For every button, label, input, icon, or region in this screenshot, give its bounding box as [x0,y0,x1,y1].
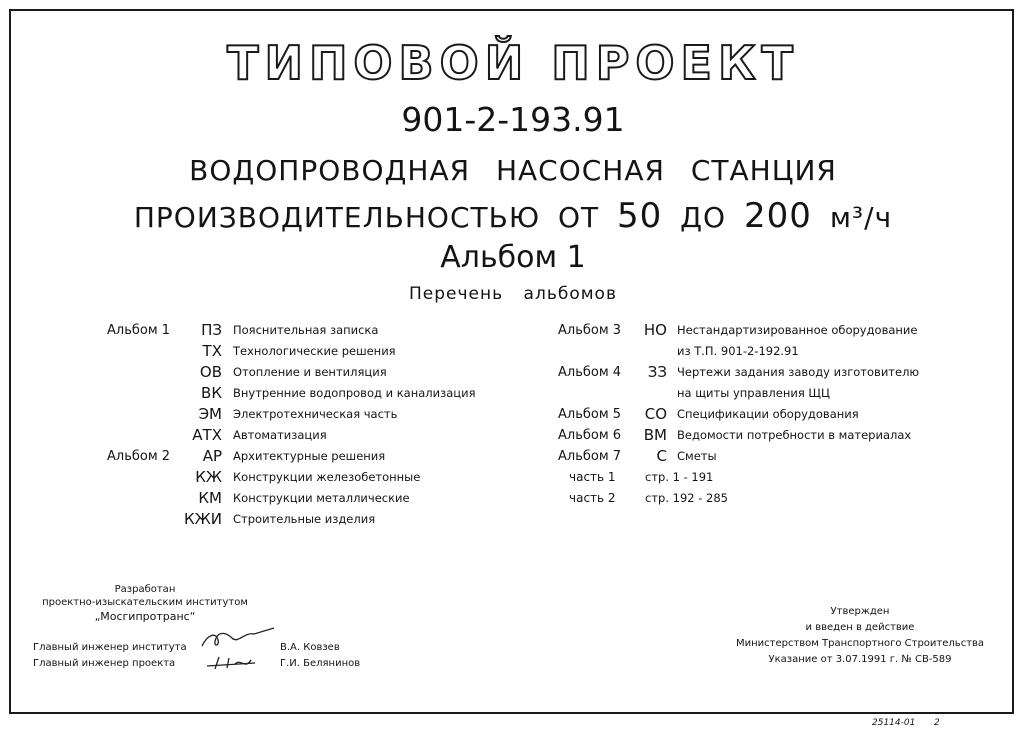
album-label: Альбом 5 [558,407,622,422]
section-description: Внутренние водопровод и канализация [233,386,476,400]
chief-engineer-label: Главный инженер института [33,642,187,653]
chief-engineer-signature-icon [198,626,278,652]
list-item [100,446,490,467]
chief-engineer-name: В.А. Ковзев [280,642,340,653]
album-heading: Альбом 1 [440,240,586,275]
project-number: 901-2-193.91 [401,100,625,139]
list-item [100,341,490,362]
list-item [100,425,490,446]
list-item [555,488,975,509]
section-code: ТХ [202,342,222,360]
section-code: ЭМ [198,405,222,423]
right-album-list [555,320,975,509]
capacity-unit: м³/ч [829,201,893,234]
section-description: Отопление и вентиляция [233,365,387,379]
section-description: Архитектурные решения [233,449,386,463]
sheet-code: 25114-01 [872,718,916,728]
list-item [100,320,490,341]
list-item [555,341,975,362]
capacity-to-word: ДО [680,201,727,234]
section-code: ОВ [199,363,222,381]
capacity-from: 50 [617,196,663,236]
project-engineer-label: Главный инженер проекта [33,658,176,669]
section-code: ПЗ [201,321,222,339]
part-label: часть 2 [569,491,616,505]
part-label: часть 1 [569,470,616,484]
list-item [100,404,490,425]
section-description: Конструкции металлические [233,491,410,505]
section-code: ВМ [643,426,667,444]
list-item [555,446,975,467]
approval-line-1: Утвержден [830,606,890,617]
developer-line-1: Разработан [114,584,176,595]
page-range: стр. 192 - 285 [645,491,728,505]
section-code: АТХ [192,426,222,444]
album-label: Альбом 1 [107,323,171,338]
album-label: Альбом 3 [558,323,622,338]
section-code: ЗЗ [647,363,667,381]
section-description: на щиты управления ЩЦ [677,386,830,400]
list-item [555,404,975,425]
project-engineer-signature-icon [205,654,261,672]
list-item [100,362,490,383]
section-description: из Т.П. 901-2-192.91 [677,344,799,358]
approval-ministry: Министерством Транспортного Строительства [735,638,985,649]
left-album-list [100,320,490,530]
page-range: стр. 1 - 191 [645,470,714,484]
approval-line-2: и введен в действие [805,622,915,633]
section-description: Строительные изделия [233,512,376,526]
album-label: Альбом 7 [558,449,622,464]
section-description: Нестандартизированное оборудование [677,323,918,337]
album-label: Альбом 6 [558,428,622,443]
section-code: КЖИ [183,510,222,528]
project-engineer-name: Г.И. Белянинов [280,658,361,669]
section-description: Спецификации оборудования [677,407,859,421]
list-item [555,383,975,404]
section-code: С [656,447,667,465]
list-item [555,425,975,446]
section-code: КМ [198,489,222,507]
section-description: Чертежи задания заводу изготовителю [677,365,920,379]
developer-institute: „Мосгипротранс“ [94,610,196,623]
section-code: НО [643,321,667,339]
list-item [555,362,975,383]
subtitle-prefix: ПРОИЗВОДИТЕЛЬНОСТЬЮ ОТ [133,201,600,234]
section-description: Технологические решения [233,344,396,358]
list-item [100,383,490,404]
section-description: Конструкции железобетонные [233,470,421,484]
approval-order: Указание от 3.07.1991 г. № СВ-589 [768,654,952,665]
section-description: Ведомости потребности в материалах [677,428,912,442]
section-description: Сметы [677,449,717,463]
section-description: Пояснительная записка [233,323,379,337]
subtitle-line-2 [0,196,1026,236]
section-description: Электротехническая часть [233,407,398,421]
section-code: КЖ [195,468,222,486]
sheet-number: 2 [934,718,940,728]
list-heading: Перечень альбомов [409,284,617,304]
section-code: ВК [201,384,222,402]
list-item [555,320,975,341]
list-item [100,509,490,530]
list-item [555,467,975,488]
list-item [100,488,490,509]
capacity-to: 200 [744,196,812,236]
album-label: Альбом 2 [107,449,171,464]
developer-line-2: проектно-изыскательским институтом [42,597,248,608]
list-item [100,467,490,488]
section-code: СО [644,405,667,423]
document-title: ТИПОВОЙ ПРОЕКТ [227,36,799,90]
subtitle-line-1: ВОДОПРОВОДНАЯ НАСОСНАЯ СТАНЦИЯ [189,154,837,187]
album-label: Альбом 4 [558,365,622,380]
section-description: Автоматизация [233,428,327,442]
section-code: АР [202,447,222,465]
